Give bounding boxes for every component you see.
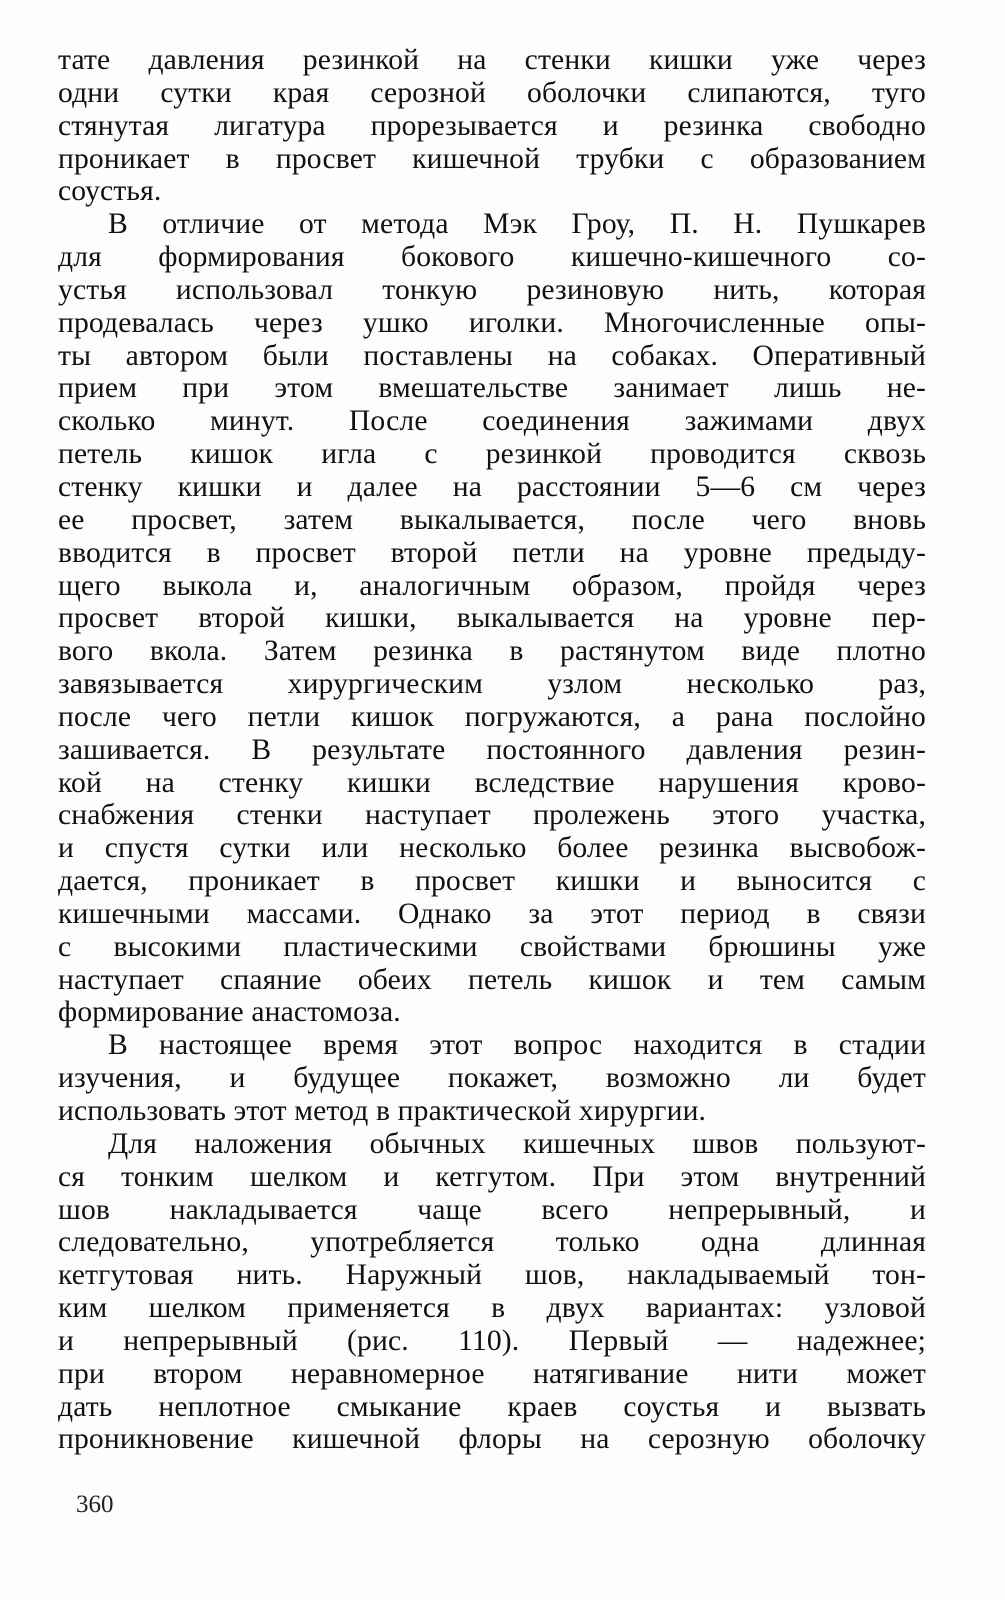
text-line: дается, проникает в просвет кишки и выносится с [58,865,926,898]
text-line: устья использовал тонкую резиновую нить, которая [58,273,926,306]
text-line: проникновение кишечной флоры на серозную оболочку [58,1423,926,1456]
text-line: изучения, и будущее покажет, возможно ли будет [58,1062,926,1095]
text-line: одни сутки края серозной оболочки слипаются, туго [58,76,926,109]
text-line: и непрерывный (рис. 110). Первый — надежнее; [58,1324,926,1357]
text-line: ким шелком применяется в двух вариантах: узловой [58,1292,926,1325]
text-line: стянутая лигатура прорезывается и резинка свободно [58,109,926,142]
page-number: 360 [76,1491,114,1518]
text-line: вого вкола. Затем резинка в растянутом виде плотно [58,635,926,668]
paragraph-3 [58,1029,926,1128]
text-line: ты автором были поставлены на собаках. Оперативный [58,339,926,372]
text-line: вводится в просвет второй петли на уровне предыду- [58,536,926,569]
text-line: шов накладывается чаще всего непрерывный, и [58,1193,926,1226]
text-line: В настоящее время этот вопрос находится в стадии [108,1029,926,1062]
text-line: ся тонким шелком и кетгутом. При этом внутренний [58,1160,926,1193]
text-line: после чего петли кишок погружаются, а рана послойно [58,700,926,733]
text-line: прием при этом вмешательстве занимает лишь не- [58,372,926,405]
text-line: проникает в просвет кишечной трубки с образованием [58,142,926,175]
text-line: следовательно, употребляется только одна длинная [58,1226,926,1259]
text-line: кой на стенку кишки вследствие нарушения крово- [58,766,926,799]
text-line: щего выкола и, аналогичным образом, пройдя через [58,569,926,602]
text-line: сколько минут. После соединения зажимами двух [58,405,926,438]
text-line: снабжения стенки наступает пролежень этого участка, [58,799,926,832]
text-line: тате давления резинкой на стенки кишки уже через [58,44,926,76]
text-line: соустья. [58,175,162,208]
paragraph-4 [58,1128,926,1456]
text-line: формирование анастомоза. [58,996,401,1029]
text-line: использовать этот метод в практической хирургии. [58,1095,707,1127]
text-line: Для наложения обычных кишечных швов пользуют- [108,1127,926,1160]
text-line: для формирования бокового кишечно-кишечного со- [58,241,926,274]
text-line: стенку кишки и далее на расстоянии 5—6 см через [58,470,926,503]
text-line: петель кишок игла с резинкой проводится сквозь [58,438,926,471]
text-line: дать неплотное смыкание краев соустья и вызвать [58,1390,926,1423]
text-line: кишечными массами. Однако за этот период в связи [58,897,926,930]
text-line: наступает спаяние обеих петель кишок и тем самым [58,963,926,996]
paragraph-1 [58,44,926,208]
text-line: завязывается хирургическим узлом несколько раз, [58,668,926,701]
text-line: В отличие от метода Мэк Гроу, П. Н. Пушкарев [108,208,926,241]
paragraph-2 [58,208,926,1029]
text-line: просвет второй кишки, выкалывается на уровне пер- [58,602,926,635]
text-line: с высокими пластическими свойствами брюшины уже [58,930,926,963]
text-line: кетгутовая нить. Наружный шов, накладываемый тон- [58,1259,926,1292]
text-line: при втором неравномерное натягивание нити может [58,1357,926,1390]
text-line: и спустя сутки или несколько более резинка высвобож- [58,832,926,865]
text-line: ее просвет, затем выкалывается, после чего вновь [58,503,926,536]
text-line: продевалась через ушко иголки. Многочисленные опы- [58,306,926,339]
body-text [58,44,926,1456]
text-line: зашивается. В результате постоянного давления резин- [58,733,926,766]
